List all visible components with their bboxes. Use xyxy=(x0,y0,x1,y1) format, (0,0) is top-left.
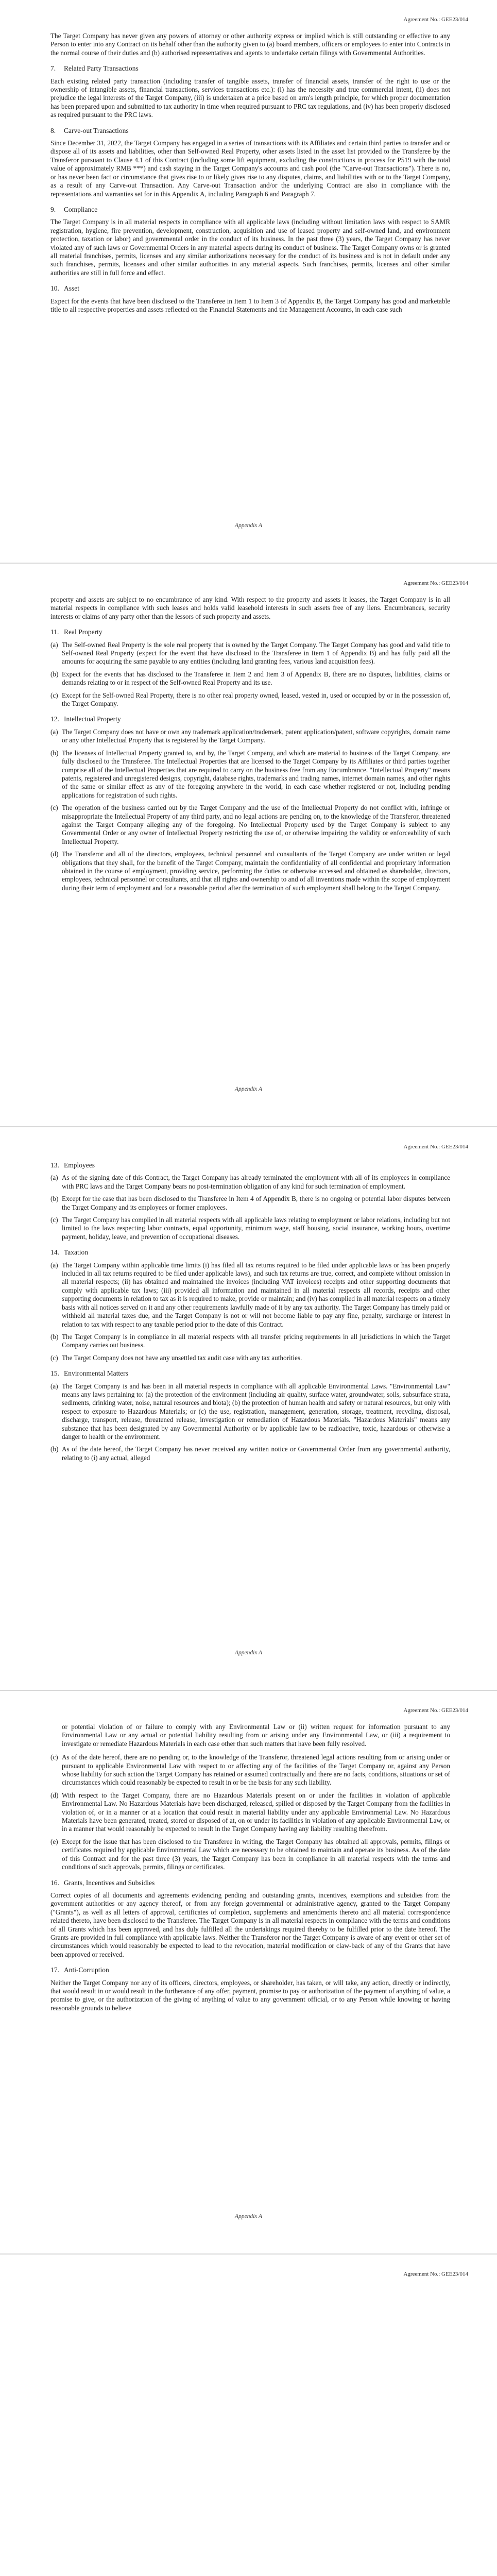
list-item: (a) As of the signing date of this Contract, the Target Company has already terminated the employment with all of its employees in compliance with PRC laws and the Target Company bears no post-termination obligation of any kind for such termination of employment. xyxy=(50,1174,450,1190)
list-item: (a) The Target Company does not have or own any trademark application/trademark, patent application/patent, software copyrights, domain name or any other Intellectual Property that is registered by the Target Company. xyxy=(50,727,450,744)
agreement-number: Agreement No.: GEE23/014 xyxy=(403,16,468,23)
page-content xyxy=(50,596,450,896)
list-item: (d) The Transferor and all of the directors, employees, technical personnel and consultants of the Target Company are under written or legal obligations that they shall, for the benefit of the Target Company, maintain the confidentiality of all confidential and proprietary information obtained in the course of employment, providing service, performing the duties or otherwise accessed and obtained as shareholder, directors, employees, technical personnel or consultants, and that all rights and ownership to and of all inventions made within the scope of employment during their term of employment and for a reasonable period after the termination of such employment shall belong to the Target Company. xyxy=(50,850,450,892)
paragraph: Neither the Target Company nor any of its officers, directors, employees, or shareholder, has taken, or will take, any action, directly or indirectly, that would result in or would result in the furtherance of any offer, payment, promise to pay or authorization of the payment of anything of value, a promise to give, or the authorization of the giving of anything of value to any government official, or to any Person while knowing or having reasonable grounds to believe xyxy=(50,1978,450,2012)
document-page-1 xyxy=(0,0,497,563)
list-item: (b) Except for the case that has been disclosed to the Transferee in Item 4 of Appendix B, there is no ongoing or potential labor disputes between the Target Company and its employees or former employees. xyxy=(50,1195,450,1211)
section-heading-environmental: 15. Environmental Matters xyxy=(50,1369,128,1378)
page-footer: Appendix A xyxy=(234,2213,263,2219)
list-item: (b) Expect for the events that has disclosed to the Transferee in Item 2 and Item 3 of Appendix B, there are no disputes, liabilities, claims or demands relating to or in respect of the Self-owned Real Property and its use. xyxy=(50,670,450,687)
agreement-number: Agreement No.: GEE23/014 xyxy=(403,580,468,586)
page-footer: Appendix A xyxy=(234,1650,263,1656)
section-heading-real-property: 11. Real Property xyxy=(50,628,102,636)
page-content xyxy=(50,1159,450,1466)
list-item: (c) Except for the Self-owned Real Property, there is no other real property owned, leased, vested in, used or occupied by or in the possession of, the Target Company. xyxy=(50,691,450,708)
paragraph: The Target Company is in all material respects in compliance with all applicable laws (including without limitation laws with respect to SAMR registration, hygiene, fire prevention, development, construction, acquisition and use of leased property and self-owned land, and environment protection, taxation or labor) and governmental order in the conduct of its business. In the past three (3) years, the Target Company has never violated any of such laws or Governmental Orders in any material aspects during its conduct of business. The Target Company owns or is granted all material franchises, permits, licenses and any similar authorizations necessary for the conduct of its business and is not in default under any such franchises, permits, licenses and other similar authorities in any material aspects. Such franchises, permits, licenses and other similar authorities are still in full force and effect. xyxy=(50,218,450,277)
document-page-4 xyxy=(0,1691,497,2253)
paragraph: or potential violation of or failure to comply with any Environmental Law or (ii) written request for information pursuant to any Environmental Law or any actual or potential liability resulting from or arising under any Environmental Law, or (iii) a requirement to investigate or remediate Hazardous Materials in each case other than such matters that have been fully resolved. xyxy=(62,1723,450,1748)
list-item: (a) The Self-owned Real Property is the sole real property that is owned by the Target Company. The Target Company has good and valid title to Self-owned Real Property (expect for the event that have disclosed to the Transferee in Item 1 of Appendix B) and has fully paid all the amounts for acquiring the same payable to any entities (including land granting fees, various land acquisition fees). xyxy=(50,640,450,666)
section-heading-anti-corruption: 17. Anti-Corruption xyxy=(50,1966,109,1974)
section-heading-employees: 13. Employees xyxy=(50,1161,95,1169)
document-page-5 xyxy=(0,2255,497,2576)
section-heading-carve-out: 8. Carve-out Transactions xyxy=(50,126,129,134)
paragraph: Since December 31, 2022, the Target Company has engaged in a series of transactions with its Affiliates and certain third parties to transfer and or dispose all of its assets and liabilities, other than Self-owned Real Property, other assets listed in the asset list provided to the Transferee by the Transferor pursuant to Clause 4.1 of this Contract (including some lift equipment, excluding the constructions in process for P519 with the total value of approximately RMB ***) and cash staying in the Target Company's accounts and cash pool (the "Carve-out Transactions"). There is no, or has never been fact or circumstance that gives rise to or likely gives rise to any disputes, claims, and liabilities with or to the Target Company, as a result of any Carve-out Transaction. Any Carve-out Transaction and/or the underlying Contract are also in compliance with the representations and warranties set for in this Appendix A, including Paragraph 6 and Paragraph 7. xyxy=(50,139,450,198)
list-item: (e) Except for the issue that has been disclosed to the Transferee in writing, the Target Company has obtained all approvals, permits, filings or certificates required by applicable Environmental Law which are necessary to be obtained to maintain and operate its business. As of the date of this Contract and for the past three (3) years, the Target Company has been in compliance in all material respects with the terms and conditions of such approvals, permits, filings or certificates. xyxy=(50,1837,450,1871)
paragraph: Expect for the events that have been disclosed to the Transferee in Item 1 to Item 3 of Appendix B, the Target Company has good and marketable title to all respective properties and assets reflected on the Financial Statements and the Management Accounts, in each case such xyxy=(50,297,450,313)
document-page-2 xyxy=(0,564,497,1126)
section-heading-compliance: 9. Compliance xyxy=(50,205,98,213)
section-heading-asset: 10. Asset xyxy=(50,284,79,293)
page-content xyxy=(50,1723,450,2018)
list-item: (c) The Target Company has complied in all material respects with all applicable laws relating to employment or labor relations, including but not limited to the laws respecting labor contracts, equal opportunity, minimum wage, staff housing, social insurance, working hours, overtime payment, holiday, leave, and prevention of occupational diseases. xyxy=(50,1216,450,1241)
list-item: (b) The licenses of Intellectual Property granted to, and by, the Target Company, and which are material to business of the Target Company, are fully disclosed to the Transferee. The Intellectual Properties that are licensed to the Target Company by its Affiliates or third parties together comprise all of the Intellectual Properties that are required to carry on the business free from any Encumbrance. "Intellectual Property" means patents, registered and unregistered designs, copyright, database rights, trademarks and trading names, internet domain names, and other rights of the same or similar effect as any of the foregoing anywhere in the world, in each case whether registered or not, including pending applications for registration of such rights. xyxy=(50,749,450,799)
page-footer: Appendix A xyxy=(234,1086,263,1092)
list-item: (a) The Target Company is and has been in all material respects in compliance with all applicable Environmental Laws. "Environmental Law" means any laws pertaining to: (a) the protection of the environment (including air quality, surface water, groundwater, soils, subsurface strata, sediments, drinking water, noise, natural resources and biota); (b) the protection of human health and safety or natural resources, but only with respect to exposure to Hazardous Materials; or (c) the use, registration, management, generation, storage, treatment, recycling, disposal, discharge, transport, release, threatened release, investigation or remediation of Hazardous Materials. "Hazardous Materials" means any substance that has been designated by any Governmental Authority or by applicable law to be radioactive, toxic, hazardous or otherwise a danger to health or the environment. xyxy=(50,1382,450,1440)
paragraph: Correct copies of all documents and agreements evidencing pending and outstanding grants, incentives, exemptions and subsidies from the government authorities or any agency thereof, or from any foreign governmental or administrative agency, granted to the Target Company ("Grants"), as well as all letters of approval, certificates of completion, supplements and amendments thereto and all material correspondence related thereto, have been disclosed to the Transferee. The Target Company is in all material respects in compliance with the terms and conditions of all Grants which has been approved, and has duly fulfilled all the undertakings required thereby to be fulfilled prior to the date hereof. The Grants are provided in full compliance with applicable laws. Neither the Transferor nor the Target Company is aware of any event or other set of circumstances which would reasonably be expected to lead to the revocation, material modification or claw-back of any of the Grants that have been approved or received. xyxy=(50,1891,450,1958)
list-item: (a) The Target Company within applicable time limits (i) has filed all tax returns required to be filed under applicable laws or has been properly included in all tax returns required to be filed under applicable laws), and such tax returns are true, correct, and complete without omission in all material respects; (ii) has obtained and maintained the invoices (including VAT invoices) receipts and other supporting documents that comply with applicable tax laws; (iii) provided all information and maintained in all material respects all records, receipts and other supporting documents in relation to tax as it is required to make, provide or maintain; and (iv) has complied in all material respects on a timely basis with all notices served on it and any other requirements lawfully made of it by any tax authority. The Target Company has timely paid or withheld all material taxes due, and the Target Company is not or will not become liable to pay any fine, penalty, surcharge or interest in relation to tax with respect to any taxable period prior to the date of this Contract. xyxy=(50,1261,450,1328)
section-heading-grants: 16. Grants, Incentives and Subsidies xyxy=(50,1878,155,1887)
paragraph: The Target Company has never given any powers of attorney or other authority express or implied which is still outstanding or effective to any Person to enter into any Contract on its behalf other than the authority given to (a) board members, officers or employees to enter into Contracts in the normal course of their duties and (b) authorised representatives and agents to undertake certain filings with Governmental Authorities. xyxy=(50,32,450,57)
page-footer: Appendix A xyxy=(234,522,263,529)
paragraph: Each existing related party transaction (including transfer of tangible assets, transfer of financial assets, transfer of the right to use or the ownership of intangible assets, financial transactions, services transactions etc.): (i) has the necessity and true commercial intent, (ii) does not prejudice the legal interests of the Target Company, (iii) is undertaken at a price based on arm's length principle, for which proper documentation has been prepared upon and submitted to tax authority in time when required pursuant to PRC tax regulations, and (iv) has been properly disclosed as required pursuant to the PRC laws. xyxy=(50,77,450,119)
agreement-number: Agreement No.: GEE23/014 xyxy=(403,1707,468,1714)
section-heading-taxation: 14. Taxation xyxy=(50,1248,89,1257)
list-item: (c) The Target Company does not have any unsettled tax audit case with any tax authorities. xyxy=(50,1353,302,1362)
agreement-number: Agreement No.: GEE23/014 xyxy=(403,2271,468,2277)
document-page-3 xyxy=(0,1127,497,1690)
section-heading-related-party: 7. Related Party Transactions xyxy=(50,64,139,73)
page-content xyxy=(50,32,450,319)
list-item: (d) With respect to the Target Company, there are no Hazardous Materials present on or under the facilities in violation of applicable Environmental Law. No Hazardous Materials have been discharged, released, spilled or disposed by the Target Company from the facilities in violation of, or in a manner or at a location that could result in material liability under any applicable Environmental Law. No Hazardous Materials have been generated, treated, stored or disposed of at, on or under its facilities in violation of any applicable Environmental Law, or in a manner that would reasonably be expected to result in the Target Company having any liability resulting therefrom. xyxy=(50,1791,450,1833)
list-item: (c) As of the date hereof, there are no pending or, to the knowledge of the Transferor, threatened legal actions resulting from or arising under or pursuant to applicable Environmental Law with respect to or affecting any of the facilities of the Target Company or, against any Person whose liability for such action the Target Company has retained or assumed contractually and there are no facts, conditions, situations or set of circumstances which could reasonably be expected to result in or be the basis for any such liability. xyxy=(50,1753,450,1787)
list-item: (b) As of the date hereof, the Target Company has never received any written notice or Governmental Order from any governmental authority, relating to (i) any actual, alleged xyxy=(50,1445,450,1462)
list-item: (b) The Target Company is in compliance in all material respects with all transfer pricing requirements in all jurisdictions in which the Target Company carries out business. xyxy=(50,1332,450,1349)
section-heading-intellectual-property: 12. Intellectual Property xyxy=(50,715,121,723)
paragraph: property and assets are subject to no encumbrance of any kind. With respect to the property and assets it leases, the Target Company is in all material respects in compliance with such leases and holds valid leasehold interests in such assets free of any liens. Encumbrances, security interests or claims of any party other than the lessors of such property and assets. xyxy=(50,596,450,620)
agreement-number: Agreement No.: GEE23/014 xyxy=(403,1144,468,1150)
list-item: (c) The operation of the business carried out by the Target Company and the use of the Intellectual Property do not conflict with, infringe or misappropriate the Intellectual Property of any third party, and no legal actions are pending on, to the knowledge of the Transferor, threatened against the Target Company alleging any of the foregoing. No Intellectual Property used by the Target Company is subject to any Governmental Order or any owner of Intellectual Property restricting the use of, or otherwise impairing the validity or enforceability of such Intellectual Property. xyxy=(50,804,450,845)
